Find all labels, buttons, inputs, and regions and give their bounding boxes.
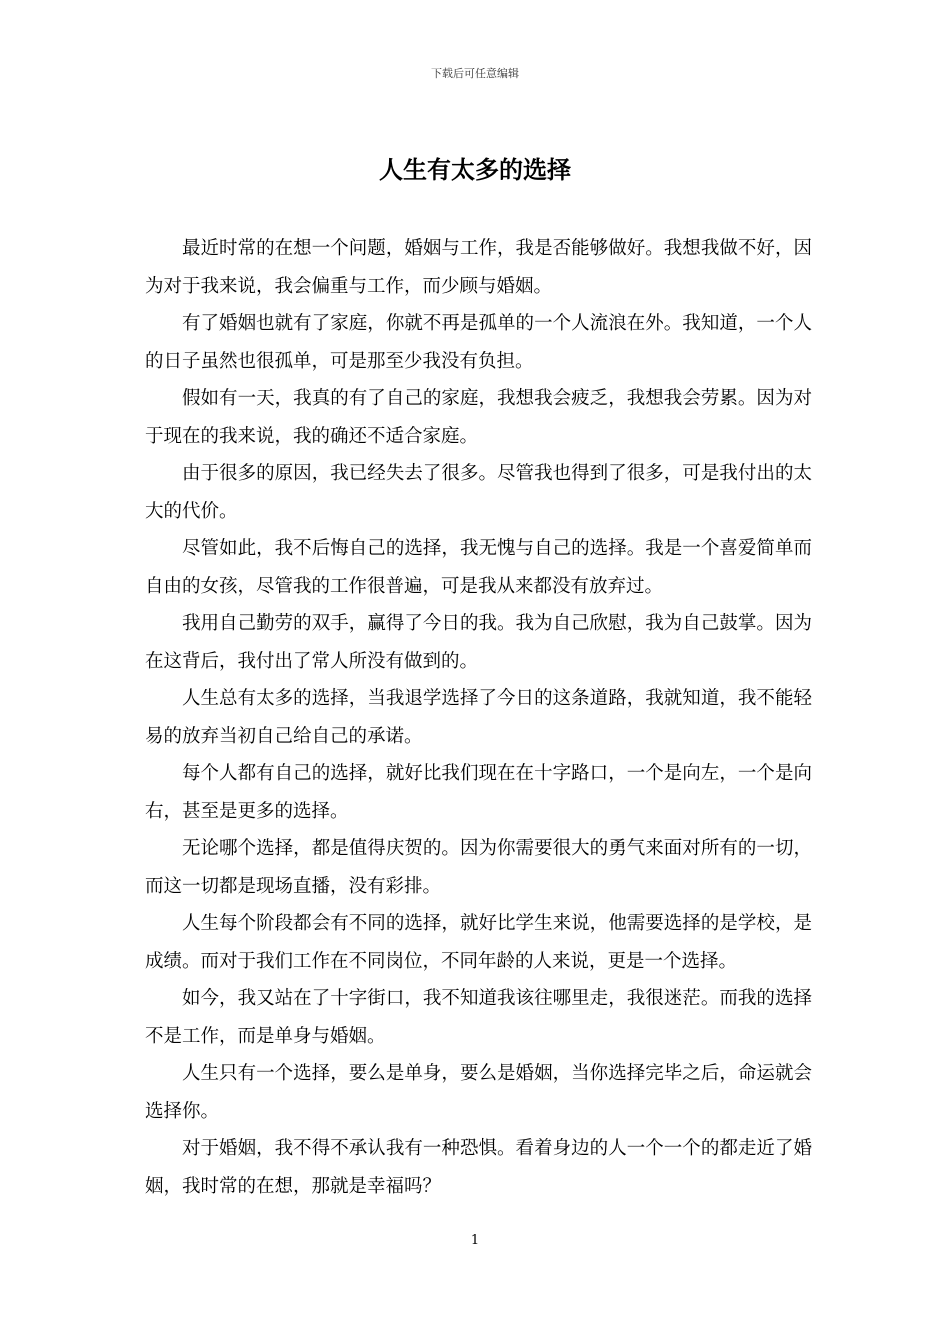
- paragraph: 人生只有一个选择，要么是单身，要么是婚姻，当你选择完毕之后，命运就会选择你。: [145, 1063, 812, 1122]
- paragraph: 我用自己勤劳的双手，赢得了今日的我。我为自己欣慰，我为自己鼓掌。因为在这背后，我付出了常人所没有做到的。: [145, 613, 812, 672]
- page-number: 1: [470, 1233, 480, 1248]
- paragraph: 无论哪个选择，都是值得庆贺的。因为你需要很大的勇气来面对所有的一切，而这一切都是现场直播，没有彩排。: [145, 838, 812, 897]
- paragraph: 尽管如此，我不后悔自己的选择，我无愧与自己的选择。我是一个喜爱简单而自由的女孩，尽管我的工作很普遍，可是我从来都没有放弃过。: [145, 538, 812, 597]
- paragraph: 人生总有太多的选择，当我退学选择了今日的这条道路，我就知道，我不能轻易的放弃当初自己给自己的承诺。: [145, 688, 812, 747]
- paragraph: 最近时常的在想一个问题，婚姻与工作，我是否能够做好。我想我做不好，因为对于我来说，我会偏重与工作，而少顾与婚姻。: [145, 238, 812, 297]
- header-note: 下载后可任意编辑: [431, 67, 519, 80]
- paragraph: 有了婚姻也就有了家庭，你就不再是孤单的一个人流浪在外。我知道，一个人的日子虽然也很孤单，可是那至少我没有负担。: [145, 313, 812, 372]
- document-body: [145, 230, 812, 1205]
- paragraph: 对于婚姻，我不得不承认我有一种恐惧。看着身边的人一个一个的都走近了婚姻，我时常的在想，那就是幸福吗？: [145, 1138, 812, 1197]
- paragraph: 每个人都有自己的选择，就好比我们现在在十字路口，一个是向左，一个是向右，甚至是更多的选择。: [145, 763, 812, 822]
- paragraph: 假如有一天，我真的有了自己的家庭，我想我会疲乏，我想我会劳累。因为对于现在的我来说，我的确还不适合家庭。: [145, 388, 812, 447]
- document-title: 人生有太多的选择: [379, 155, 571, 184]
- paragraph: 如今，我又站在了十字街口，我不知道我该往哪里走，我很迷茫。而我的选择不是工作，而是单身与婚姻。: [145, 988, 812, 1047]
- paragraph: 由于很多的原因，我已经失去了很多。尽管我也得到了很多，可是我付出的太大的代价。: [145, 463, 812, 522]
- paragraph: 人生每个阶段都会有不同的选择，就好比学生来说，他需要选择的是学校，是成绩。而对于我们工作在不同岗位，不同年龄的人来说，更是一个选择。: [145, 913, 812, 972]
